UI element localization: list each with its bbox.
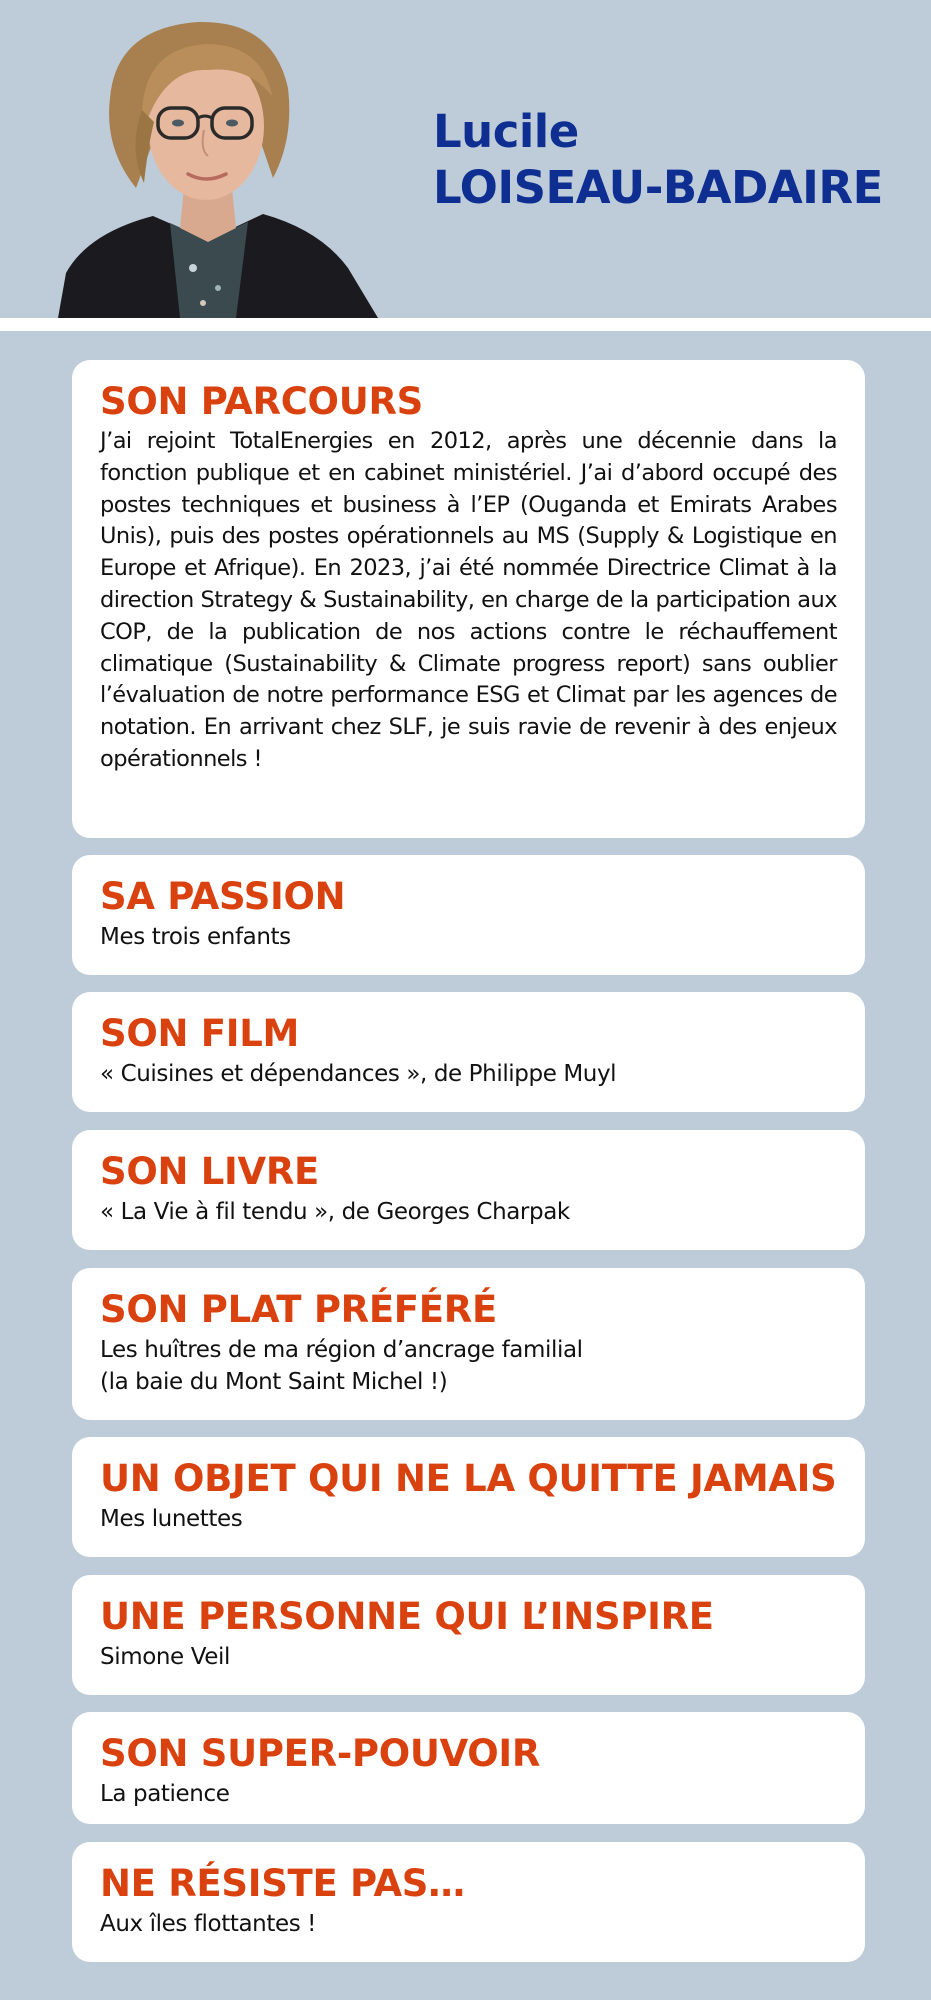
card-livre [72,1130,865,1250]
section-text: « Cuisines et dépendances », de Philippe Muyl [100,1061,617,1087]
card-parcours [72,360,865,838]
text-line-1: Les huîtres de ma région d’ancrage familial [100,1337,583,1363]
section-title: SON PLAT PRÉFÉRÉ [100,1288,497,1331]
section-text: Mes trois enfants [100,924,291,950]
section-title: SON PARCOURS [100,380,423,423]
card-resiste [72,1842,865,1962]
text-line-2: (la baie du Mont Saint Michel !) [100,1369,448,1395]
card-passion [72,855,865,975]
header-divider [0,318,931,331]
card-objet [72,1437,865,1557]
card-film [72,992,865,1112]
card-pouvoir [72,1712,865,1824]
section-text: Simone Veil [100,1644,230,1670]
card-personne [72,1575,865,1695]
section-title: SON FILM [100,1012,299,1055]
section-title: NE RÉSISTE PAS… [100,1862,465,1905]
card-plat [72,1268,865,1420]
section-title: UNE PERSONNE QUI L’INSPIRE [100,1595,714,1638]
section-text: « La Vie à fil tendu », de Georges Charpak [100,1199,570,1225]
section-text: Mes lunettes [100,1506,243,1532]
section-title: UN OBJET QUI NE LA QUITTE JAMAIS [100,1457,837,1500]
portrait-photo [58,18,378,318]
last-name: LOISEAU-BADAIRE [433,161,883,214]
section-text: Aux îles flottantes ! [100,1911,317,1937]
section-text: La patience [100,1781,230,1807]
profile-name [433,104,883,216]
section-title: SON LIVRE [100,1150,319,1193]
first-name: Lucile [433,105,579,158]
section-text: J’ai rejoint TotalEnergies en 2012, après une décennie dans la fonction publique et en cabinet ministériel. J’ai d’abord occupé des postes techniques et business à l’EP (Ouganda et Emirats Arabes Unis), puis des postes opérationnels au MS (Supply & Logistique en Europe et Afrique). En 2023, j’ai été nommée Directrice Climat à la direction Strategy & Sustainability, en charge de la participation aux COP, de la publication de nos actions contre le réchauffement climatique (Sustainability & Climate progress report) sans oublier l’évaluation de notre performance ESG et Climat par les agences de notation. En arrivant chez SLF, je suis ravie de revenir à des enjeux opérationnels ! [100,428,837,772]
profile-header [0,0,931,318]
section-title: SON SUPER-POUVOIR [100,1732,541,1775]
section-title: SA PASSION [100,875,346,918]
section-text [100,1334,837,1398]
